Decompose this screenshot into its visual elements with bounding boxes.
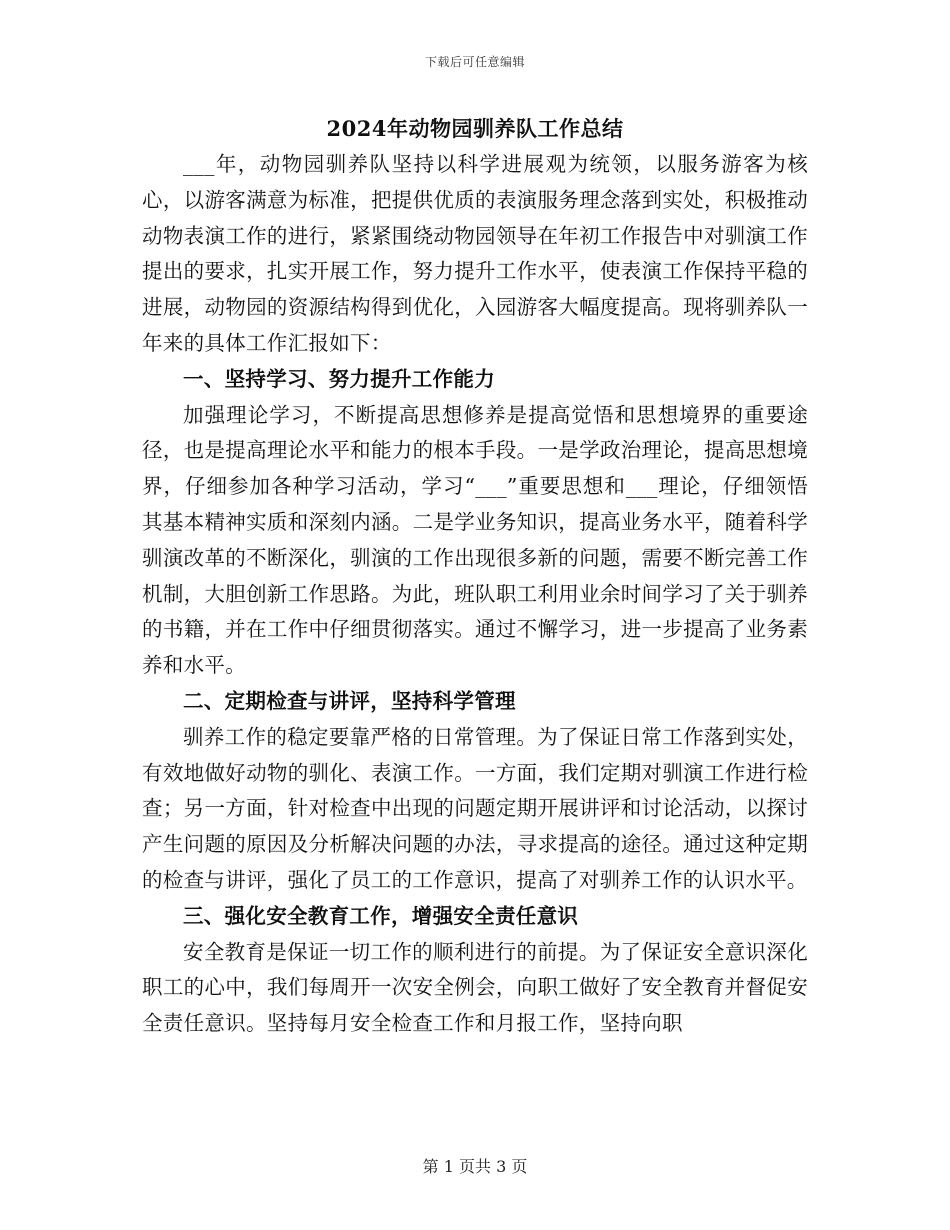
page-number: 第 1 页共 3 页 <box>422 1157 528 1176</box>
document-title: 2024年动物园驯养队工作总结 <box>326 116 624 141</box>
intro-paragraph: ___年，动物园驯养队坚持以科学进展观为统领，以服务游客为核心，以游客满意为标准，把提供优质的表演服务理念落到实处，积极推动动物表演工作的进行，紧紧围绕动物园领导在年初工作报告中对驯演工作提出的要求，扎实开展工作，努力提升工作水平，使表演工作保持平稳的进展，动物园的资源结构得到优化，入园游客大幅度提高。现将驯养队一年来的具体工作汇报如下： <box>142 152 808 355</box>
section-heading-1: 一、坚持学习、努力提升工作能力 <box>183 366 495 391</box>
section-body-1: 加强理论学习，不断提高思想修养是提高觉悟和思想境界的重要途径，也是提高理论水平和能力的根本手段。一是学政治理论，提高思想境界，仔细参加各种学习活动，学习“___”重要思想和___理论，仔细领悟其基本精神实质和深刻内涵。二是学业务知识，提高业务水平，随着科学驯演改革的不断深化，驯演的工作出现很多新的问题，需要不断完善工作机制，大胆创新工作思路。为此，班队职工利用业余时间学习了关于驯养的书籍，并在工作中仔细贯彻落实。通过不懈学习，进一步提高了业务素养和水平。 <box>142 402 808 678</box>
section-body-3: 安全教育是保证一切工作的顺利进行的前提。为了保证安全意识深化职工的心中，我们每周开一次安全例会，向职工做好了安全教育并督促安全责任意识。坚持每月安全检查工作和月报工作，坚持向职 <box>142 939 808 1036</box>
section-heading-3: 三、强化安全教育工作，增强安全责任意识 <box>183 903 579 928</box>
section-body-2: 驯养工作的稳定要靠严格的日常管理。为了保证日常工作落到实处，有效地做好动物的驯化、表演工作。一方面，我们定期对驯演工作进行检查；另一方面，针对检查中出现的问题定期开展讲评和讨论活动，以探讨产生问题的原因及分析解决问题的办法，寻求提高的途径。通过这种定期的检查与讲评，强化了员工的工作意识，提高了对驯养工作的认识水平。 <box>142 724 808 892</box>
header-note: 下载后可任意编辑 <box>424 55 525 69</box>
document-body <box>142 147 808 1042</box>
section-heading-2: 二、定期检查与讲评，坚持科学管理 <box>183 688 516 713</box>
